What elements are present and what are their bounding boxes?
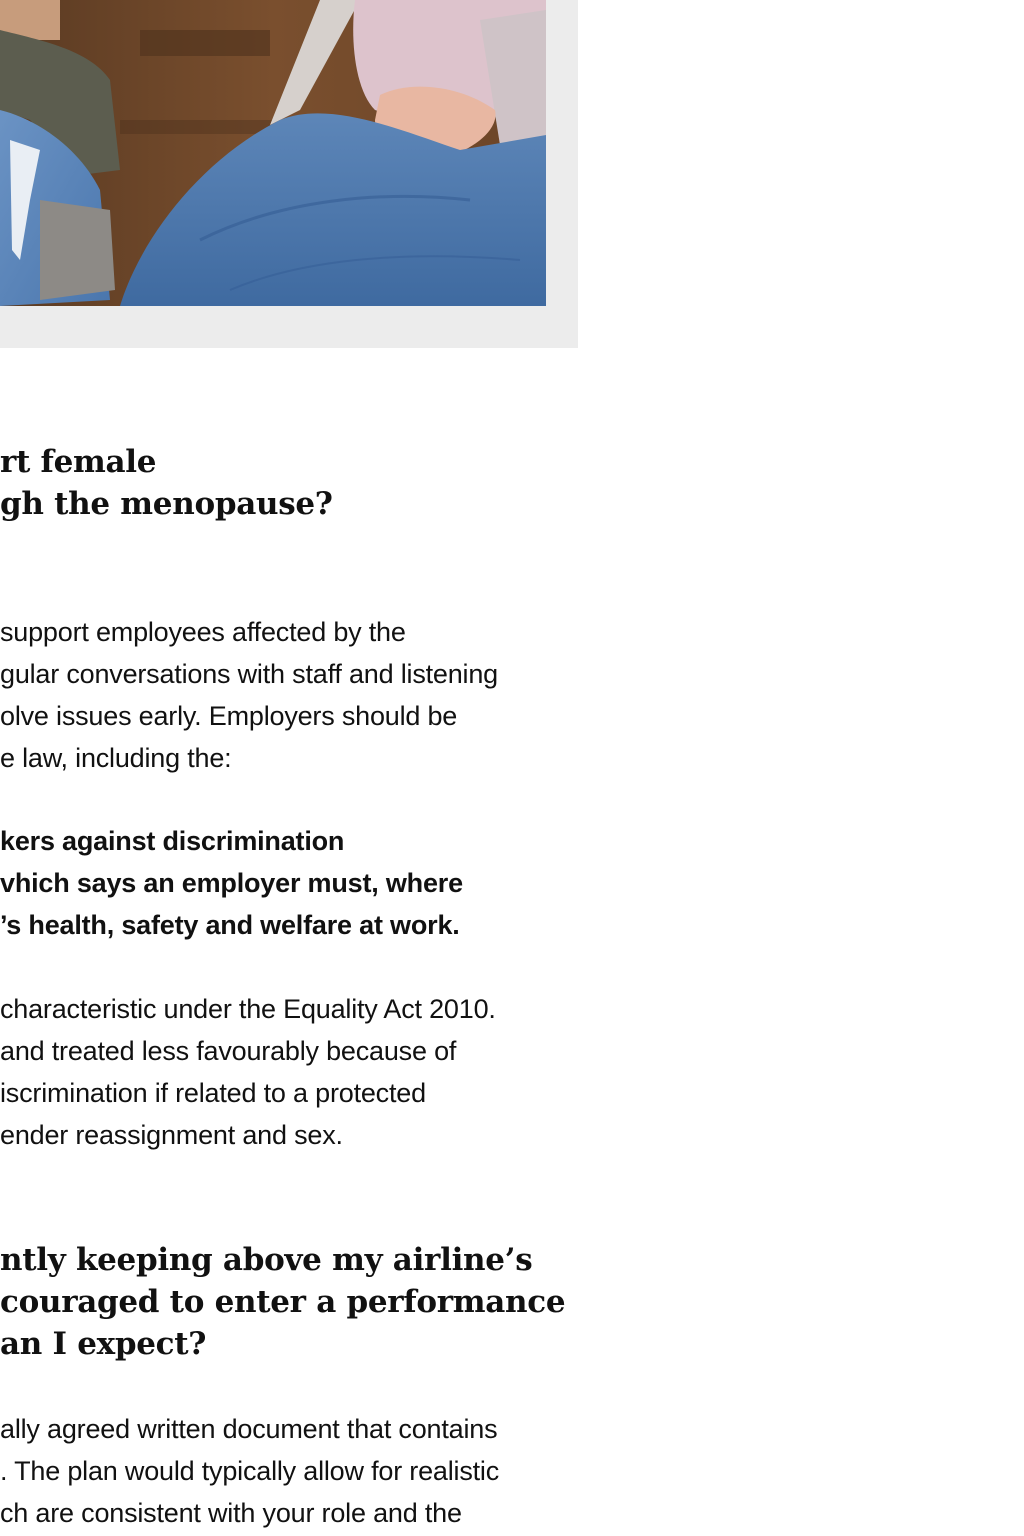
text-line: support employees affected by the bbox=[0, 617, 406, 647]
section1-heading bbox=[0, 441, 333, 525]
text-line: iscrimination if related to a protected bbox=[0, 1078, 426, 1108]
section1-paragraph-3 bbox=[0, 988, 496, 1156]
text-line: ally agreed written document that contains bbox=[0, 1414, 498, 1444]
article-photo bbox=[0, 0, 546, 306]
heading-line: gh the menopause? bbox=[0, 486, 333, 522]
heading-line: couraged to enter a performance bbox=[0, 1284, 566, 1320]
heading-line: rt female bbox=[0, 444, 157, 480]
text-line: kers against discrimination bbox=[0, 826, 345, 856]
section1-paragraph-1 bbox=[0, 611, 498, 779]
section1-paragraph-2 bbox=[0, 820, 463, 946]
section2-heading bbox=[0, 1239, 565, 1365]
text-line: e law, including the: bbox=[0, 743, 232, 773]
heading-line: an I expect? bbox=[0, 1326, 207, 1362]
text-line: olve issues early. Employers should be bbox=[0, 701, 458, 731]
text-line: and treated less favourably because of bbox=[0, 1036, 457, 1066]
text-line: ch are consistent with your role and the bbox=[0, 1498, 462, 1528]
text-line: . The plan would typically allow for realistic bbox=[0, 1456, 500, 1486]
text-line: ’s health, safety and welfare at work. bbox=[0, 910, 460, 940]
text-line: vhich says an employer must, where bbox=[0, 868, 463, 898]
section2-paragraph-1 bbox=[0, 1408, 499, 1534]
text-line: characteristic under the Equality Act 2010. bbox=[0, 994, 496, 1024]
heading-line: ntly keeping above my airline’s bbox=[0, 1242, 533, 1278]
photo-frame bbox=[0, 0, 578, 348]
text-line: ender reassignment and sex. bbox=[0, 1120, 343, 1150]
text-line: gular conversations with staff and listening bbox=[0, 659, 498, 689]
